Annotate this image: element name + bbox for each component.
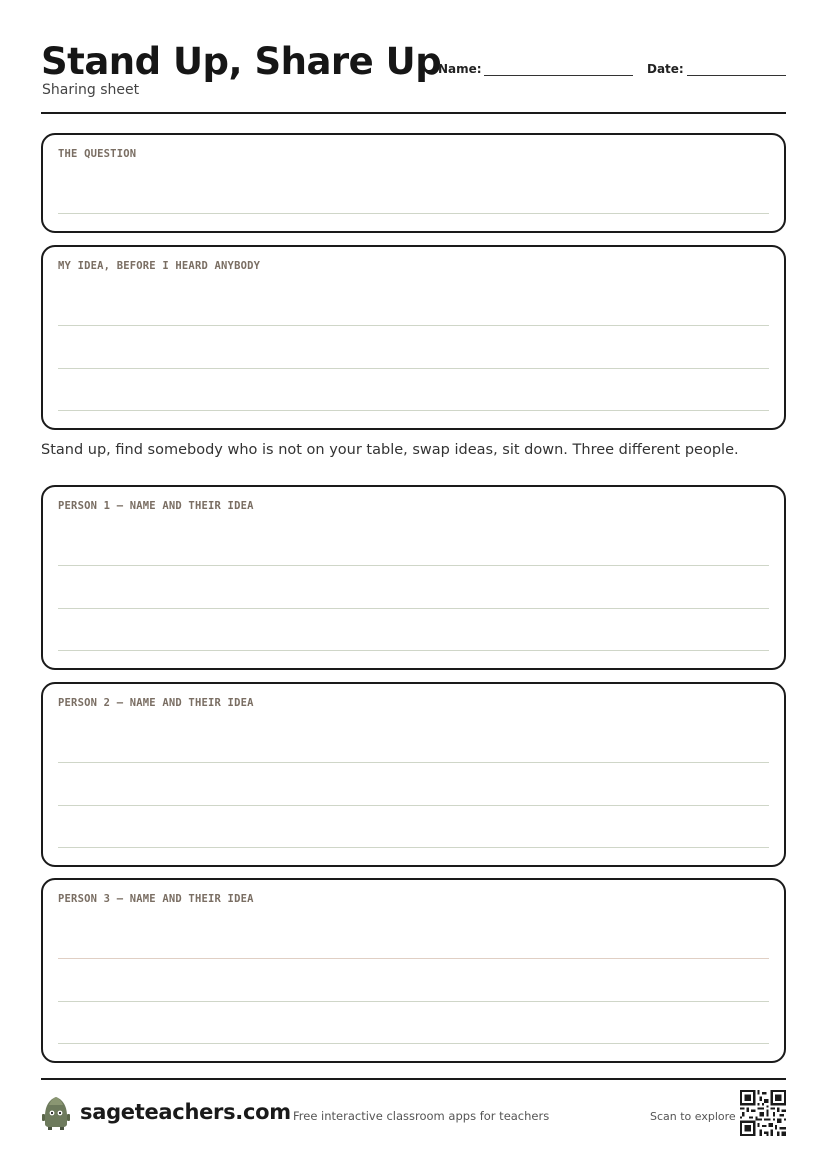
- writing-line[interactable]: [58, 762, 769, 763]
- my-idea-box: [41, 245, 786, 430]
- page-subtitle: Sharing sheet: [42, 82, 140, 98]
- sage-logo-icon: [42, 1096, 70, 1130]
- question-label: THE QUESTION: [58, 148, 137, 160]
- name-field[interactable]: [484, 75, 633, 76]
- instruction-text: Stand up, find somebody who is not on your table, swap ideas, sit down. Three different people.: [41, 442, 739, 458]
- date-label: Date:: [647, 62, 684, 76]
- footer-divider: [41, 1078, 786, 1080]
- name-label: Name:: [438, 62, 482, 76]
- header-divider: [41, 112, 786, 114]
- writing-line[interactable]: [58, 410, 769, 411]
- my-idea-label: MY IDEA, BEFORE I HEARD ANYBODY: [58, 260, 261, 272]
- scan-text: Scan to explore: [650, 1110, 736, 1123]
- qr-code-icon[interactable]: [740, 1090, 786, 1136]
- page-title: Stand Up, Share Up: [41, 40, 442, 83]
- brand-name[interactable]: sageteachers.com: [80, 1100, 291, 1124]
- person-3-label: PERSON 3 — NAME AND THEIR IDEA: [58, 893, 254, 905]
- writing-line[interactable]: [58, 1043, 769, 1044]
- date-field[interactable]: [687, 75, 786, 76]
- writing-line[interactable]: [58, 325, 769, 326]
- person-2-label: PERSON 2 — NAME AND THEIR IDEA: [58, 697, 254, 709]
- brand-tagline: Free interactive classroom apps for teachers: [293, 1109, 550, 1123]
- writing-line[interactable]: [58, 608, 769, 609]
- person-1-label: PERSON 1 — NAME AND THEIR IDEA: [58, 500, 254, 512]
- person-3-box: [41, 878, 786, 1063]
- writing-line[interactable]: [58, 805, 769, 806]
- person-1-box: [41, 485, 786, 670]
- writing-line[interactable]: [58, 213, 769, 214]
- question-box: [41, 133, 786, 233]
- writing-line[interactable]: [58, 847, 769, 848]
- writing-line[interactable]: [58, 1001, 769, 1002]
- writing-line[interactable]: [58, 368, 769, 369]
- person-2-box: [41, 682, 786, 867]
- writing-line[interactable]: [58, 958, 769, 959]
- writing-line[interactable]: [58, 650, 769, 651]
- writing-line[interactable]: [58, 565, 769, 566]
